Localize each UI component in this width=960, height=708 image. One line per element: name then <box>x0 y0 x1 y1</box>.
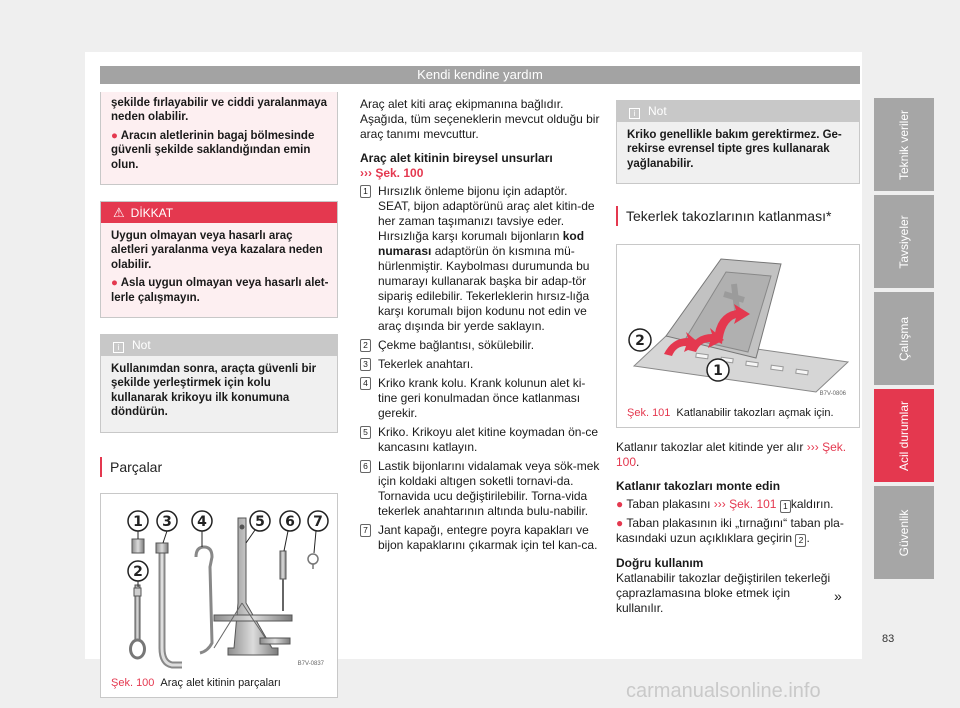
figure-label-2-text: 2 <box>635 333 645 350</box>
note-icon: i <box>629 108 640 119</box>
note-text: Kullanımdan sonra, araçta güvenli bir şekilde yerleştirmek için kolu kullanarak krikoyu ilk konumuna döndürün. <box>111 363 317 419</box>
warning-triangle-icon: ⚠ <box>113 205 125 221</box>
note-box-jack <box>616 100 860 184</box>
wheel-chock-svg <box>626 254 850 400</box>
figure-caption: Şek. 100 Araç alet kitinin parçaları <box>111 676 281 689</box>
item-number: 7 <box>360 524 371 537</box>
wheel-chock-illustration <box>626 254 850 400</box>
parts-list <box>360 184 603 553</box>
item-number: 2 <box>360 339 371 352</box>
part-adapter <box>132 539 144 553</box>
part-jack <box>228 518 278 655</box>
figure-label-2-text: 2 <box>133 563 143 580</box>
warning-continued <box>100 92 338 185</box>
section-title-parcalar: Parçalar <box>100 457 338 477</box>
part-screwdriver <box>280 551 286 579</box>
tab-teknik-veriler[interactable]: Teknik veriler <box>874 98 934 191</box>
subhead-elements: Araç alet kitinin bireysel unsurları <box>360 151 553 165</box>
tab-tavsiyeler[interactable]: Tavsiyeler <box>874 195 934 288</box>
figure-ref-link[interactable]: ››› Şek. 101 <box>713 497 777 512</box>
figure-code: B7V-0806 <box>819 391 846 398</box>
figure-label-5-text: 5 <box>255 513 265 530</box>
column-right <box>616 100 860 616</box>
section-title-chocks: Tekerlek takozlarının katlanması* <box>616 206 860 226</box>
figure-label-1-text: 1 <box>713 363 723 380</box>
note-box <box>100 334 338 433</box>
figure-ref-link[interactable]: ››› Şek. 100 <box>616 440 847 470</box>
figure-label-1-text: 1 <box>133 513 143 530</box>
figure-label-3-text: 3 <box>162 513 172 530</box>
figure-ref: Şek. 100 <box>111 676 155 689</box>
list-item: 2 Çekme bağlantısı, sökülebilir. <box>360 338 603 353</box>
item-number: 1 <box>780 500 791 513</box>
item-number: 4 <box>360 377 371 390</box>
item-number: 2 <box>795 534 806 547</box>
item-number: 5 <box>360 426 371 439</box>
note-text: Kriko genellikle bakım gerektirmez. Ge-rekirse evrensel tipte gres kullanarak yağlanabilir. <box>627 129 842 170</box>
mount-bullet-2: ● Taban plakasının iki „tırnağını“ taban pla-kasındaki uzun açıklıklara geçirin 2 . <box>616 516 844 546</box>
bullet-icon: ● <box>616 497 627 512</box>
list-item: 7 Jant kapağı, entegre poyra kapakları ve bijon kapaklarını çıkarmak için tel kan-ca. <box>360 523 603 553</box>
note-header: i Not <box>617 101 859 122</box>
watermark: carmanualsonline.info <box>626 680 821 702</box>
subhead-mount: Katlanır takozları monte edin <box>616 479 781 494</box>
figure-label-6-text: 6 <box>285 513 295 530</box>
column-middle <box>360 97 603 557</box>
continue-icon: » <box>834 588 842 604</box>
bullet-icon: ● <box>111 277 121 290</box>
list-item: 4 Kriko krank kolu. Krank kolunun alet ki-tine geri konulmadan önce katlanması gerekir. <box>360 376 603 421</box>
figure-code: B7V-0837 <box>297 660 324 667</box>
subhead-ref-link[interactable]: ››› Şek. 100 <box>360 166 424 180</box>
warning-continued-bullet: ● Aracın aletlerinin bagaj bölmesinde güvenli şekilde saklandığından emin olun. <box>111 129 315 171</box>
mount-bullet-1: ● Taban plakasını ››› Şek. 101 1 kaldırın. <box>616 497 834 512</box>
tab-acil-durumlar[interactable]: Acil durumlar <box>874 389 934 482</box>
list-item: 5 Kriko. Krikoyu alet kitine koymadan ön-ce kancasını katlayın. <box>360 425 603 455</box>
caution-header: ⚠ DİKKAT <box>101 202 337 223</box>
part-wheel-wrench <box>162 551 182 665</box>
tab-guvenlik[interactable]: Güvenlik <box>874 486 934 579</box>
intro-text: Araç alet kiti araç ekipmanına bağlıdır. Aşağıda, tüm seçeneklerin mevcut olduğu bir araç tanımı mevcuttur. <box>360 97 600 141</box>
figure-101 <box>616 244 860 428</box>
page-number: 83 <box>882 633 895 645</box>
figure-caption: Şek. 101 Katlanabilir takozları açmak için. <box>627 407 834 420</box>
figure-100 <box>100 493 338 698</box>
item-number: 1 <box>360 185 371 198</box>
bullet-icon: ● <box>111 129 121 142</box>
tool-kit-illustration <box>110 503 328 670</box>
note-icon: i <box>113 342 124 353</box>
usage-text: Katlanabilir takozlar değiştirilen tekerleği çaprazlamasına bloke etmek için kullanılır. <box>616 571 831 616</box>
column-left <box>100 92 338 698</box>
part-crank-handle <box>196 547 212 653</box>
tool-kit-svg <box>110 503 330 670</box>
caution-bullet: ● Asla uygun olmayan veya hasarlı alet-lerle çalışmayın. <box>111 277 329 304</box>
figure-ref: Şek. 101 <box>627 407 671 420</box>
figure-label-4-text: 4 <box>197 513 207 530</box>
note-header: i Not <box>101 335 337 356</box>
side-tabs <box>874 98 934 583</box>
caution-box <box>100 201 338 318</box>
item-number: 6 <box>360 460 371 473</box>
figure-label-7-text: 7 <box>313 513 323 530</box>
list-item: 3 Tekerlek anahtarı. <box>360 357 603 372</box>
tab-calisma[interactable]: Çalışma <box>874 292 934 385</box>
subhead-usage: Doğru kullanım <box>616 556 704 571</box>
list-item: 1 Hırsızlık önleme bijonu için adaptör. SEAT, bijon adaptörünü araç alet kitin-de her zaman taşımanızı tavsiye eder. Hırsızlığa karşı korumalı bijonların kod numarası adaptörün ön kısmına mü-hürlenmiştir. Kaybolması durumunda bu numarayı kullanarak başka bir adap-tör sipariş edilebilir. Tekerleklerin hırsız-lığa karşı korumalı bijon kodunu not edin ve araç dışında bir yerde saklayın. <box>360 184 603 334</box>
chocks-intro-text: Katlanır takozlar alet kitinde yer alır ››› Şek. 100. <box>616 440 847 470</box>
part-wire-hook <box>308 554 318 564</box>
page-header: Kendi kendine yardım <box>100 66 860 84</box>
item-number: 3 <box>360 358 371 371</box>
list-item: 6 Lastik bijonlarını vidalamak veya sök-mek için koldaki altıgen soketli tornavi-da. Tornavida ucu değiştirilebilir. Torna-vida tekerlek anahtarının altında bulu-nabilir. <box>360 459 603 519</box>
caution-text: Uygun olmayan veya hasarlı araç aletleri yaralanma veya kazalara neden olabilir. <box>111 230 323 271</box>
bullet-icon: ● <box>616 516 627 531</box>
warning-continued-text: şekilde fırlayabilir ve ciddi yaralanmaya neden olabilir. <box>111 97 328 124</box>
